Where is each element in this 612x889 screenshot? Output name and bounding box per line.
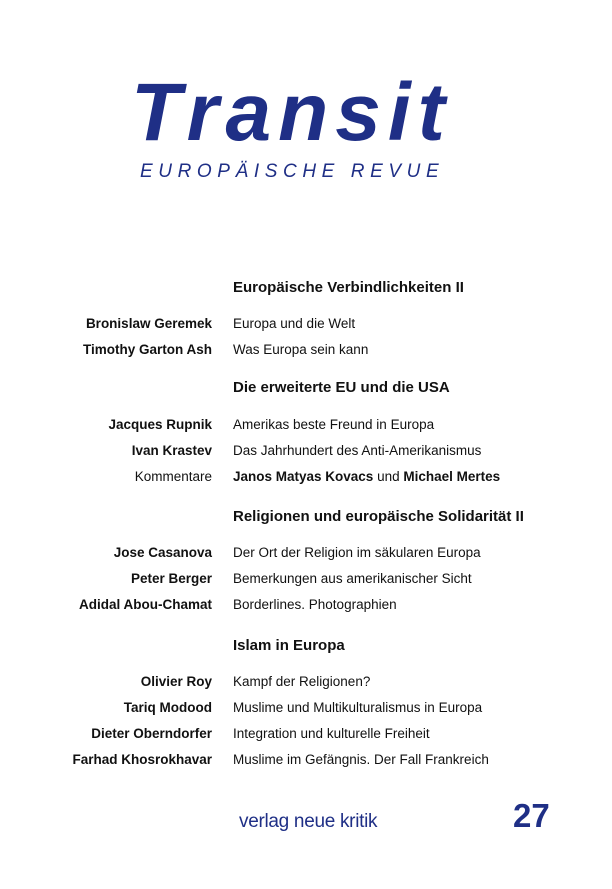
article-title: Kampf der Religionen? — [233, 674, 371, 689]
article-title: Muslime im Gefängnis. Der Fall Frankreich — [233, 752, 489, 767]
commentary-label: Kommentare — [134, 469, 212, 484]
commentator-name: Michael Mertes — [403, 469, 501, 484]
author-name: Tariq Modood — [123, 700, 212, 715]
journal-title: Transit — [131, 67, 452, 158]
author-name: Farhad Khosrokhavar — [72, 752, 212, 767]
article-title: Muslime und Multikulturalismus in Europa — [233, 700, 483, 715]
section-heading: Europäische Verbindlichkeiten II — [233, 279, 464, 296]
publisher-name: verlag neue kritik — [239, 811, 378, 832]
article-title: Integration und kulturelle Freiheit — [233, 726, 430, 741]
section-heading: Religionen und europäische Solidarität II — [233, 508, 524, 525]
article-title: Bemerkungen aus amerikanischer Sicht — [233, 571, 472, 586]
commentary-authors — [233, 469, 500, 484]
connector-text: und — [373, 469, 404, 484]
article-title: Europa und die Welt — [233, 316, 356, 331]
commentator-name: Janos Matyas Kovacs — [233, 469, 374, 484]
author-name: Jacques Rupnik — [108, 417, 212, 432]
article-title: Das Jahrhundert des Anti-Amerikanismus — [233, 443, 482, 458]
issue-number: 27 — [513, 797, 550, 834]
section-heading: Die erweiterte EU und die USA — [233, 379, 450, 396]
article-title: Borderlines. Photographien — [233, 597, 397, 612]
journal-subtitle: EUROPÄISCHE REVUE — [140, 161, 445, 182]
author-name: Timothy Garton Ash — [82, 342, 212, 357]
author-name: Ivan Krastev — [131, 443, 212, 458]
author-name: Jose Casanova — [113, 545, 212, 560]
article-title: Was Europa sein kann — [233, 342, 369, 357]
author-name: Peter Berger — [130, 571, 212, 586]
author-name: Adidal Abou-Chamat — [79, 597, 212, 612]
author-name: Bronislaw Geremek — [85, 316, 212, 331]
article-title: Amerikas beste Freund in Europa — [233, 417, 435, 432]
section-heading: Islam in Europa — [233, 637, 345, 654]
author-name: Dieter Oberndorfer — [91, 726, 212, 741]
article-title: Der Ort der Religion im säkularen Europa — [233, 545, 481, 560]
author-name: Olivier Roy — [140, 674, 212, 689]
